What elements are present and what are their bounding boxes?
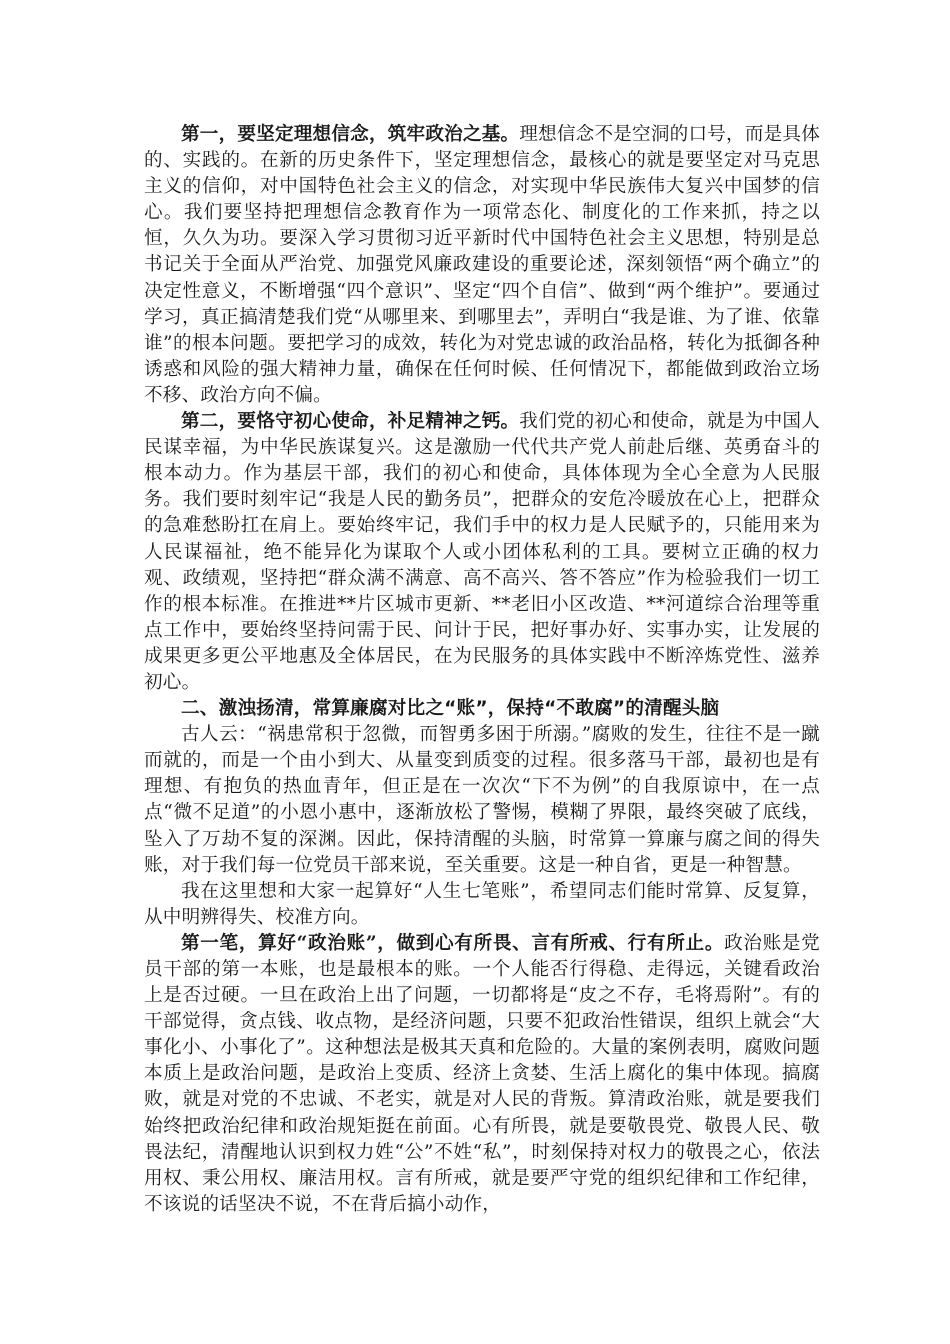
paragraph-lead: 第一笔，算好“政治账”，做到心有所畏、言有所戒、行有所止。	[181, 932, 725, 954]
paragraph-political-account	[144, 931, 820, 1218]
section-heading: 二、激浊扬清，常算廉腐对比之“账”，保持“不敢腐”的清醒头脑	[181, 698, 720, 720]
paragraph-lead: 第二，要恪守初心使命，补足精神之钙。	[181, 411, 520, 433]
paragraph-text: 政治账是党员干部的第一本账，也是最根本的账。一个人能否行得稳、走得远，关键看政治上是否过硬。一旦在政治上出了问题，一切都将是“皮之不存，毛将焉附”。有的干部觉得，贪点钱、收点物，是经济问题，只要不犯政治性错误，组织上就会“大事化小、小事化了”。这种想法是极其天真和危险的。大量的案例表明，腐败问题本质上是政治问题，是政治上变质、经济上贪婪、生活上腐化的集中体现。搞腐败，就是对党的不忠诚、不老实，就是对人民的背叛。算清政治账，就是要我们始终把政治纪律和政治规矩挺在前面。心有所畏，就是要敬畏党、敬畏人民、敬畏法纪，清醒地认识到权力姓“公”不姓“私”，时刻保持对权力的敬畏之心，依法用权、秉公用权、廉洁用权。言有所戒，就是要严守党的组织纪律和工作纪律，不该说的话坚决不说，不在背后搞小动作，	[144, 932, 820, 1215]
paragraph-seven-accounts	[144, 879, 820, 931]
paragraph-ancient-saying	[144, 722, 820, 879]
document-page	[144, 122, 820, 1218]
paragraph-first-ideals	[144, 122, 820, 409]
paragraph-text: 我们党的初心和使命，就是为中国人民谋幸福，为中华民族谋复兴。这是激励一代代共产党人前赴后继、英勇奋斗的根本动力。作为基层干部，我们的初心和使命，具体体现为全心全意为人民服务。我们要时刻牢记“我是人民的勤务员”，把群众的安危冷暖放在心上，把群众的急难愁盼扛在肩上。要始终牢记，我们手中的权力是人民赋予的，只能用来为人民谋福祉，绝不能异化为谋取个人或小团体私利的工具。要树立正确的权力观、政绩观，坚持把“群众满不满意、高不高兴、答不答应”作为检验我们一切工作的根本标准。在推进**片区城市更新、**老旧小区改造、**河道综合治理等重点工作中，要始终坚持问需于民、问计于民，把好事办好、实事办实，让发展的成果更多更公平地惠及全体居民，在为民服务的具体实践中不断淬炼党性、滋养初心。	[144, 411, 820, 693]
paragraph-text: 理想信念不是空洞的口号，而是具体的、实践的。在新的历史条件下，坚定理想信念，最核心的就是要坚定对马克思主义的信仰，对中国特色社会主义的信念，对实现中华民族伟大复兴中国梦的信心。我们要坚持把理想信念教育作为一项常态化、制度化的工作来抓，持之以恒，久久为功。要深入学习贯彻习近平新时代中国特色社会主义思想，特别是总书记关于全面从严治党、加强党风廉政建设的重要论述，深刻领悟“两个确立”的决定性意义，不断增强“四个意识”、坚定“四个自信”、做到“两个维护”。要通过学习，真正搞清楚我们党“从哪里来、到哪里去”，弄明白“我是谁、为了谁、依靠谁”的根本问题。要把学习的成效，转化为对党忠诚的政治品格，转化为抵御各种诱惑和风险的强大精神力量，确保在任何时候、任何情况下，都能做到政治立场不移、政治方向不偏。	[144, 124, 820, 406]
paragraph-text: 古人云：“祸患常积于忽微，而智勇多困于所溺。”腐败的发生，往往不是一蹴而就的，而是一个由小到大、从量变到质变的过程。很多落马干部，最初也是有理想、有抱负的热血青年，但正是在一次次“下不为例”的自我原谅中，在一点点“微不足道”的小恩小惠中，逐渐放松了警惕，模糊了界限，最终突破了底线，坠入了万劫不复的深渊。因此，保持清醒的头脑，时常算一算廉与腐之间的得失账，对于我们每一位党员干部来说，至关重要。这是一种自省，更是一种智慧。	[144, 724, 820, 876]
paragraph-text: 我在这里想和大家一起算好“人生七笔账”，希望同志们能时常算、反复算，从中明辨得失、校准方向。	[144, 880, 820, 928]
paragraph-lead: 第一，要坚定理想信念，筑牢政治之基。	[181, 124, 520, 145]
paragraph-second-mission	[144, 409, 820, 696]
